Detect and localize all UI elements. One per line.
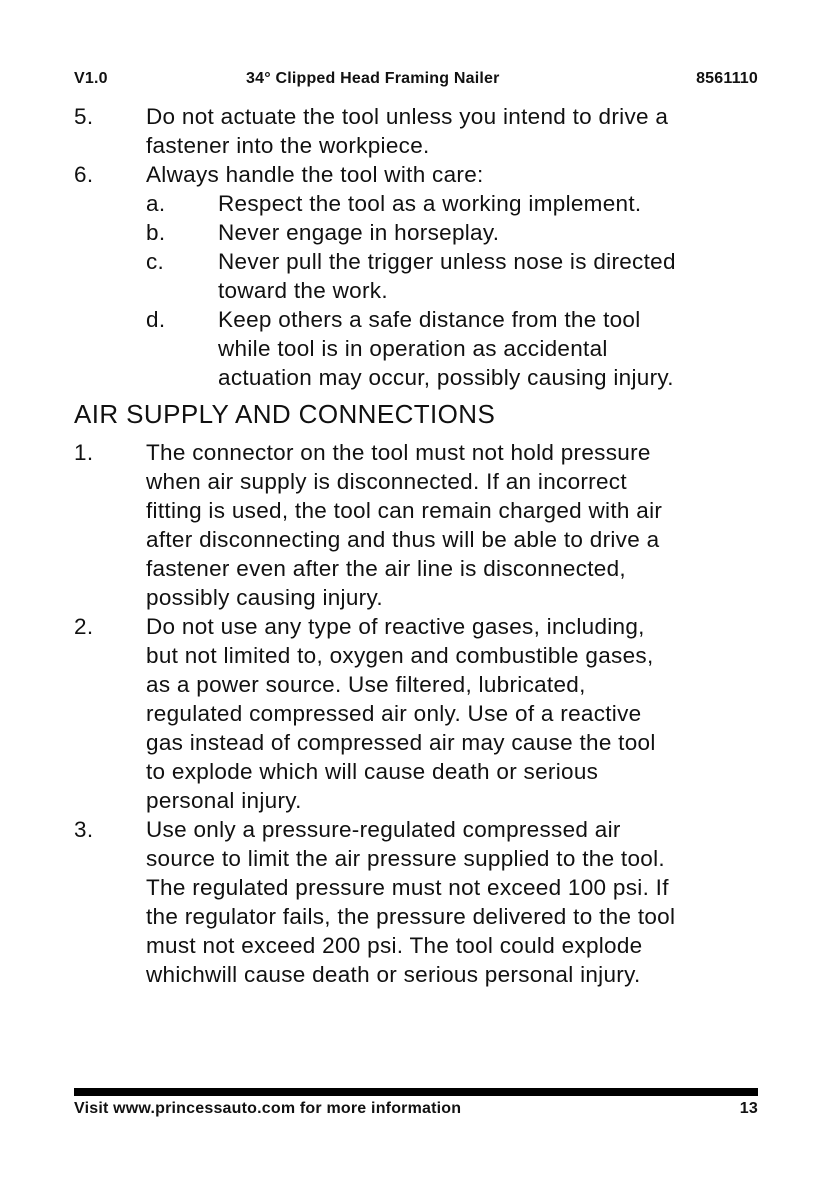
text-line: Never pull the trigger unless nose is directed bbox=[218, 249, 676, 274]
sub-list-item bbox=[146, 305, 774, 392]
text-line: The regulated pressure must not exceed 100 psi. If bbox=[146, 875, 669, 900]
text-line: source to limit the air pressure supplied to the tool. bbox=[146, 846, 665, 871]
text-line: actuation may occur, possibly causing injury. bbox=[218, 365, 674, 390]
sub-item-letter: b. bbox=[146, 220, 166, 245]
text-line: while tool is in operation as accidental bbox=[218, 336, 608, 361]
safety-list bbox=[74, 102, 774, 392]
list-item bbox=[74, 160, 774, 392]
list-item bbox=[74, 612, 774, 815]
item-number: 6. bbox=[74, 162, 94, 187]
page-header bbox=[74, 70, 758, 92]
sub-item-letter: d. bbox=[146, 307, 166, 332]
section-heading: AIR SUPPLY AND CONNECTIONS bbox=[74, 399, 496, 429]
page-content bbox=[74, 102, 774, 989]
text-line: to explode which will cause death or serious bbox=[146, 759, 599, 784]
footer-divider bbox=[74, 1088, 758, 1096]
text-line: possibly causing injury. bbox=[146, 585, 383, 610]
text-line: must not exceed 200 psi. The tool could explode bbox=[146, 933, 643, 958]
item-number: 5. bbox=[74, 104, 94, 129]
sub-list-item bbox=[146, 218, 774, 247]
air-supply-list bbox=[74, 438, 774, 989]
text-line: when air supply is disconnected. If an incorrect bbox=[146, 469, 627, 494]
text-line: after disconnecting and thus will be able to drive a bbox=[146, 527, 660, 552]
text-line: personal injury. bbox=[146, 788, 302, 813]
list-item bbox=[74, 102, 774, 160]
text-line: fastener into the workpiece. bbox=[146, 133, 430, 158]
version-label: V1.0 bbox=[74, 70, 108, 87]
sub-item-letter: a. bbox=[146, 191, 166, 216]
text-line: regulated compressed air only. Use of a reactive bbox=[146, 701, 642, 726]
sub-list-item bbox=[146, 189, 774, 218]
text-line: Always handle the tool with care: bbox=[146, 162, 484, 187]
page-number: 13 bbox=[739, 1100, 758, 1117]
text-line: Never engage in horseplay. bbox=[218, 220, 500, 245]
sub-list-item bbox=[146, 247, 774, 305]
text-line: as a power source. Use filtered, lubricated, bbox=[146, 672, 586, 697]
text-line: Do not use any type of reactive gases, including, bbox=[146, 614, 645, 639]
text-line: Respect the tool as a working implement. bbox=[218, 191, 642, 216]
text-line: Do not actuate the tool unless you intend to drive a bbox=[146, 104, 669, 129]
text-line: fastener even after the air line is disconnected, bbox=[146, 556, 626, 581]
text-line: The connector on the tool must not hold pressure bbox=[146, 440, 651, 465]
item-number: 2. bbox=[74, 614, 94, 639]
sub-item-letter: c. bbox=[146, 249, 165, 274]
text-line: Use only a pressure-regulated compressed air bbox=[146, 817, 621, 842]
product-code: 8561110 bbox=[696, 70, 758, 87]
document-title: 34° Clipped Head Framing Nailer bbox=[246, 70, 500, 87]
text-line: gas instead of compressed air may cause the tool bbox=[146, 730, 656, 755]
text-line: Keep others a safe distance from the tool bbox=[218, 307, 641, 332]
text-line: but not limited to, oxygen and combustible gases, bbox=[146, 643, 654, 668]
list-item bbox=[74, 438, 774, 612]
text-line: the regulator fails, the pressure delivered to the tool bbox=[146, 904, 676, 929]
list-item bbox=[74, 815, 774, 989]
item-number: 3. bbox=[74, 817, 94, 842]
footer-note: Visit www.princessauto.com for more information bbox=[74, 1100, 462, 1117]
text-line: fitting is used, the tool can remain charged with air bbox=[146, 498, 663, 523]
text-line: whichwill cause death or serious personal injury. bbox=[146, 962, 641, 987]
item-number: 1. bbox=[74, 440, 94, 465]
text-line: toward the work. bbox=[218, 278, 388, 303]
page-footer bbox=[74, 1100, 758, 1122]
